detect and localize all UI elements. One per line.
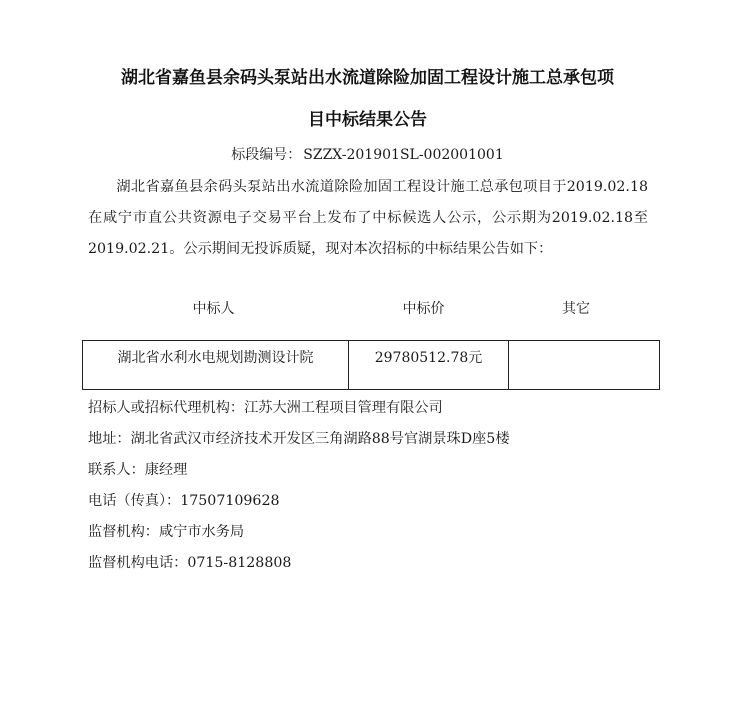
- table-header: [82, 298, 650, 320]
- cell-winner: 湖北省水利水电规划勘测设计院: [83, 341, 349, 390]
- header-price: 中标价: [402, 301, 445, 317]
- cell-price: 29780512.78元: [349, 341, 509, 390]
- notice-title-line-2: 目中标结果公告: [308, 110, 427, 130]
- agent-line: 招标人或招标代理机构：江苏大洲工程项目管理有限公司: [88, 400, 443, 416]
- cell-other: [509, 341, 660, 390]
- notice-title-line-1: 湖北省嘉鱼县余码头泵站出水流道除险加固工程设计施工总承包项: [121, 68, 614, 88]
- table-row: [83, 341, 660, 390]
- contact-person-line: 联系人：康经理: [88, 462, 188, 478]
- phone-line: 电话（传真）：17507109628: [88, 493, 280, 509]
- result-table: [82, 340, 660, 390]
- serial-value: SZZX-201901SL-002001001: [303, 147, 504, 163]
- header-other: 其它: [562, 301, 590, 317]
- address-line: 地址：湖北省武汉市经济技术开发区三角湖路88号官湖景珠D座5楼: [88, 431, 510, 447]
- supervisor-line: 监督机构：咸宁市水务局: [88, 524, 245, 540]
- supervisor-phone-line: 监督机构电话：0715-8128808: [88, 555, 292, 571]
- header-winner: 中标人: [192, 301, 235, 317]
- serial-label: 标段编号：: [231, 147, 302, 163]
- notice-paragraph: 湖北省嘉鱼县余码头泵站出水流道除险加固工程设计施工总承包项目于2019.02.18在咸宁市直公共资源电子交易平台上发布了中标候选人公示，公示期为2019.02.18至2019.02.21。公示期间无投诉质疑，现对本次招标的中标结果公告如下：: [88, 179, 648, 257]
- section-serial: [0, 144, 735, 164]
